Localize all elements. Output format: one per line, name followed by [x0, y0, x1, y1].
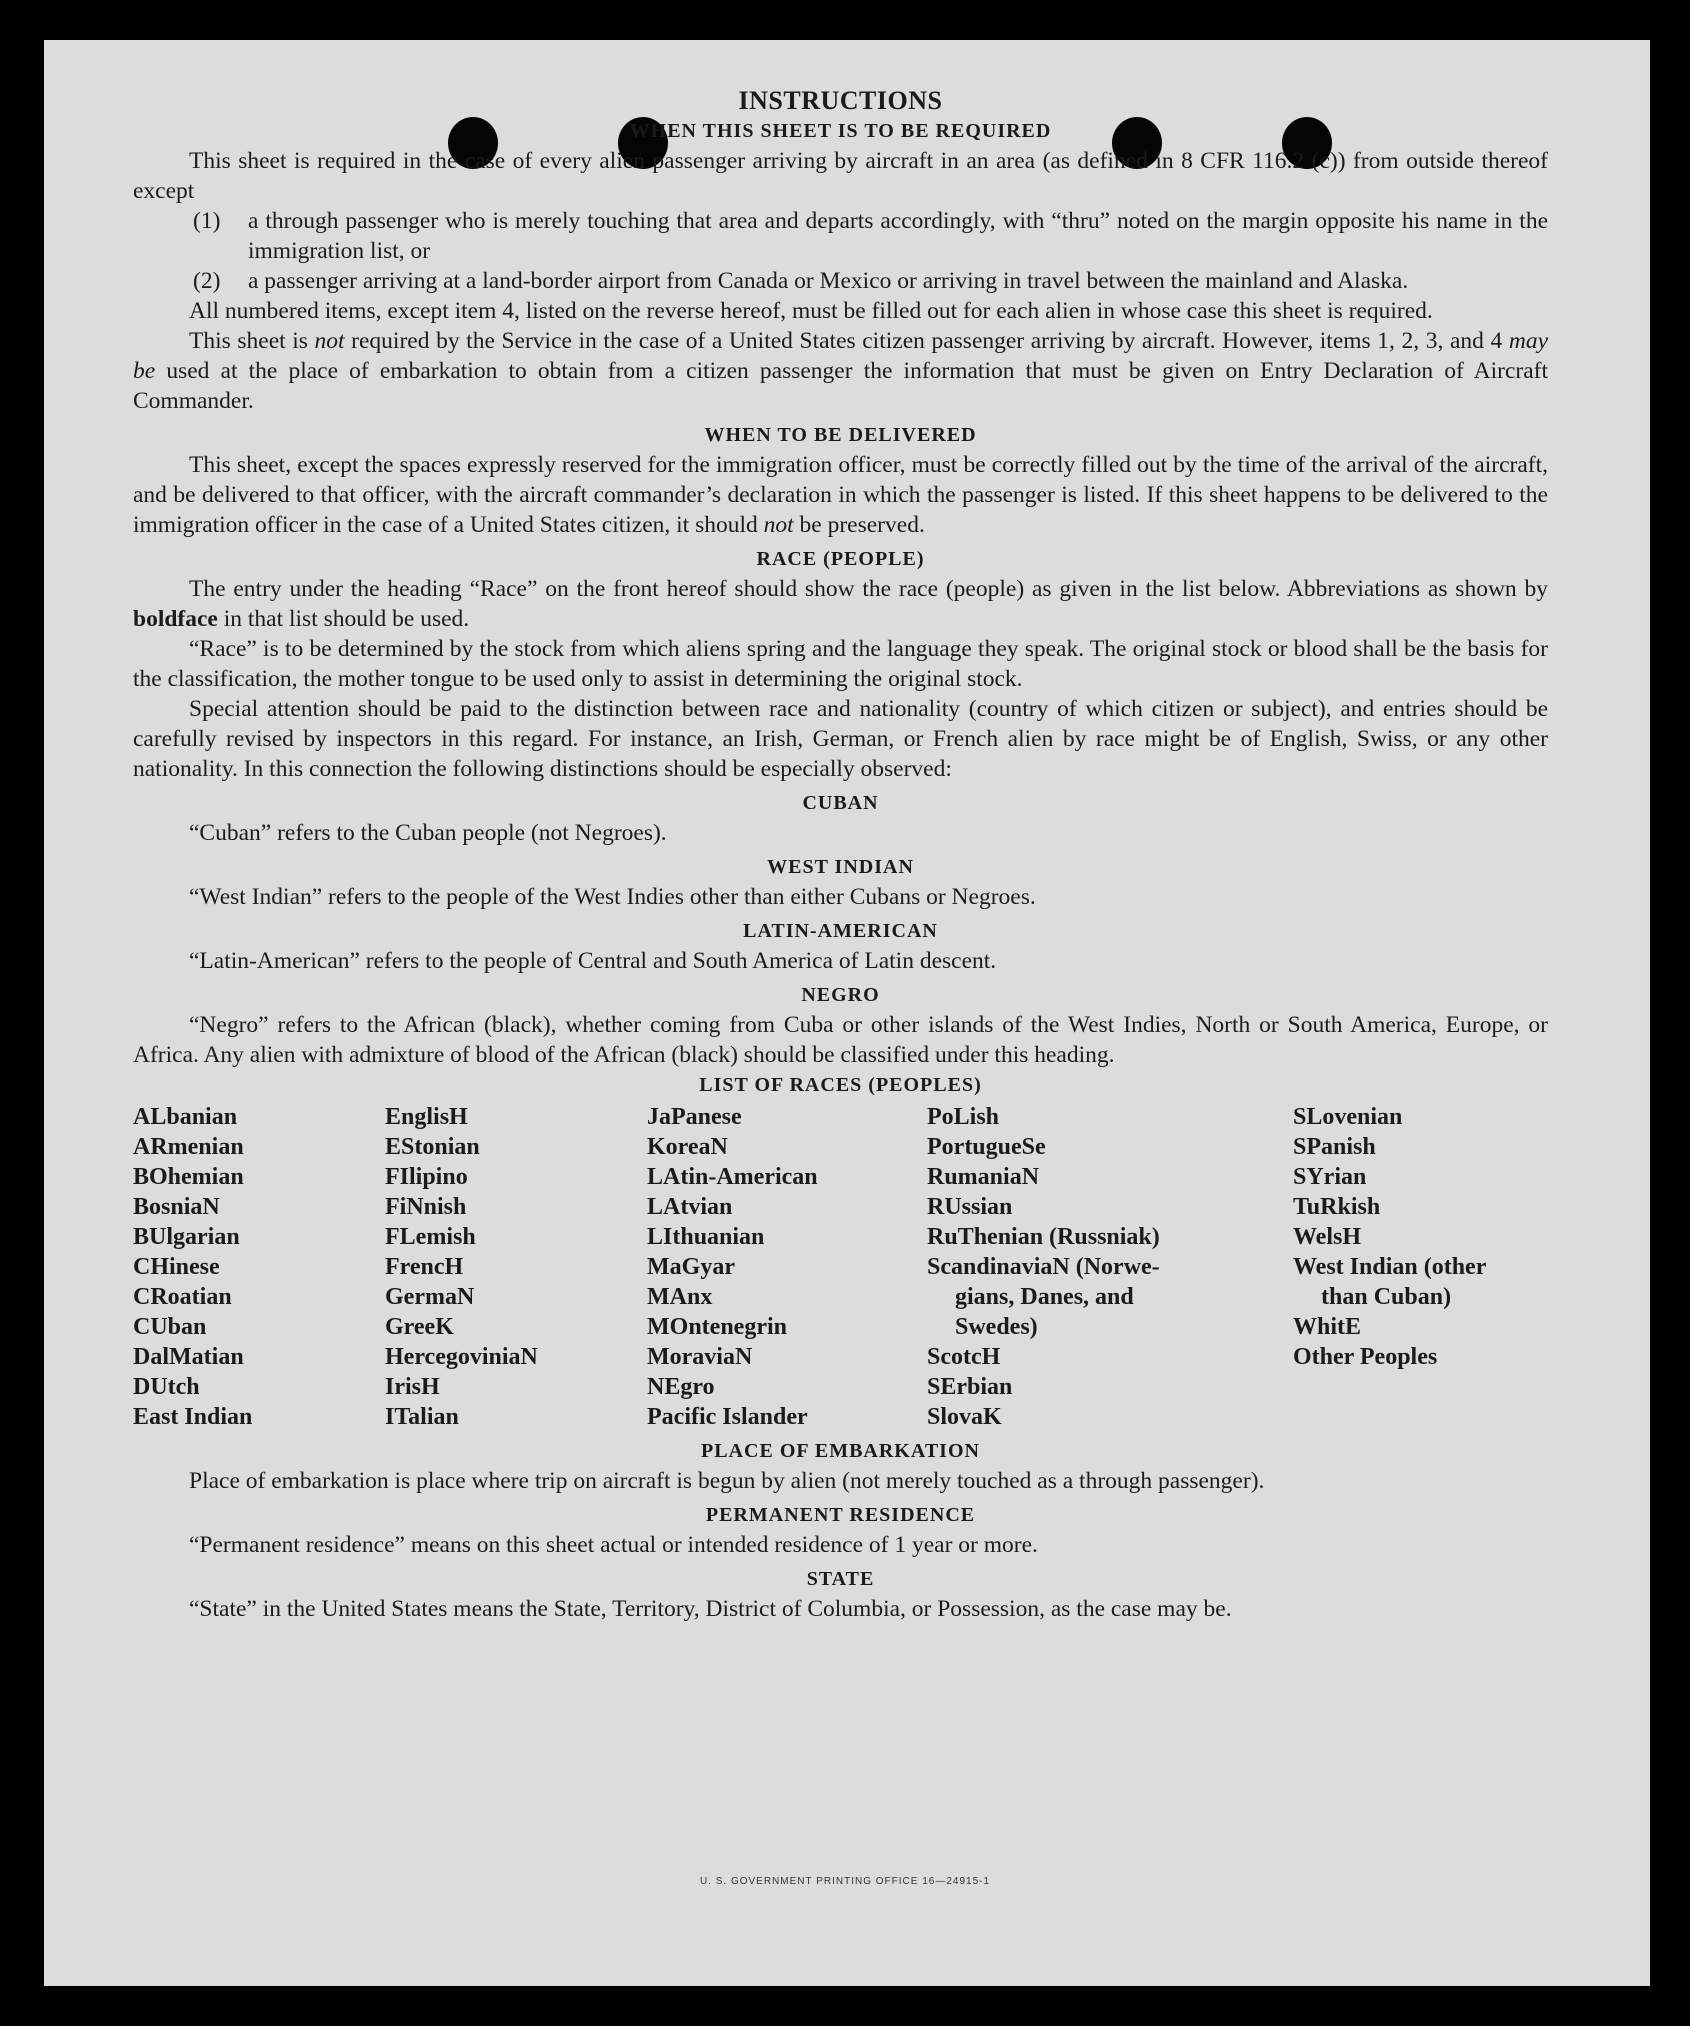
race-column-3 — [647, 1102, 818, 1432]
paragraph: “Latin-American” refers to the people of Central and South America of Latin descent. — [189, 948, 997, 974]
race-entry: EStonian — [385, 1134, 480, 1160]
race-entry: ITalian — [385, 1404, 459, 1430]
race-entry: East Indian — [133, 1404, 253, 1430]
race-entry: ARmenian — [133, 1134, 244, 1160]
race-entry: GermaN — [385, 1284, 475, 1310]
heading-state: STATE — [806, 1568, 875, 1590]
race-entry: LAtvian — [647, 1194, 733, 1220]
paragraph: Special attention should be paid to the distinction between race and nationality (country of which citizen or subject), and entries should be carefully revised by inspectors in this regard. For instance, an Irish, German, or French alien by race might be of English, Swiss, or any other nationality. In this connection the following distinctions should be especially observed: — [133, 696, 1548, 782]
text-run: This sheet, except the spaces expressly reserved for the immigration officer, must be correctly filled out by the time of the arrival of the aircraft, and be delivered to that officer, with the aircraft commander’s declaration in which the passenger is listed. If this sheet happens to be delivered to the immigration officer in the case of a United States citizen, it should — [133, 452, 1548, 538]
paragraph: This sheet is required in the case of every alien passenger arriving by aircraft in an area (as defined in 8 CFR 116.2 (c)) from outside thereof except — [133, 148, 1548, 204]
paragraph — [133, 574, 1548, 634]
race-entry: SErbian — [927, 1374, 1013, 1400]
race-column-2 — [385, 1102, 538, 1432]
paragraph: “Permanent residence” means on this sheet actual or intended residence of 1 year or more. — [189, 1532, 1038, 1558]
list-item — [193, 206, 1548, 266]
race-entry: LIthuanian — [647, 1224, 765, 1250]
race-entry: SLovenian — [1293, 1104, 1403, 1130]
paragraph: “State” in the United States means the State, Territory, District of Columbia, or Possession, as the case may be. — [189, 1596, 1232, 1622]
race-entry: WhitE — [1293, 1314, 1362, 1340]
text-run: required by the Service in the case of a United States citizen passenger arriving by aircraft. However, items 1, 2, 3, and 4 — [344, 328, 1509, 354]
race-column-1 — [133, 1102, 252, 1432]
paragraph: All numbered items, except item 4, listed on the reverse hereof, must be filled out for each alien in whose case this sheet is required. — [189, 298, 1433, 324]
instructions-content — [133, 84, 1548, 1624]
race-entry: BosniaN — [133, 1194, 220, 1220]
race-entry: SlovaK — [927, 1404, 1002, 1430]
text-run: in that list should be used. — [217, 606, 470, 632]
race-entry: RUssian — [927, 1194, 1013, 1220]
paragraph: “Cuban” refers to the Cuban people (not Negroes). — [189, 820, 667, 846]
race-column-5 — [1293, 1102, 1486, 1372]
paragraph — [133, 450, 1548, 540]
race-entry: DUtch — [133, 1374, 200, 1400]
italic-text: not — [314, 328, 345, 354]
page-title: INSTRUCTIONS — [738, 86, 943, 115]
race-entry: Swedes) — [955, 1314, 1038, 1340]
race-entry: ScotcH — [927, 1344, 1001, 1370]
item-number: (2) — [193, 268, 221, 294]
race-entry: KoreaN — [647, 1134, 728, 1160]
race-entry: PortugueSe — [927, 1134, 1046, 1160]
race-entry: SPanish — [1293, 1134, 1376, 1160]
text-run: This sheet is — [189, 328, 315, 354]
race-entry: GreeK — [385, 1314, 454, 1340]
race-entry: FLemish — [385, 1224, 476, 1250]
race-entry: HercegoviniaN — [385, 1344, 538, 1370]
heading-negro: NEGRO — [801, 984, 880, 1006]
race-entry: FiNnish — [385, 1194, 467, 1220]
race-entry: MoraviaN — [647, 1344, 753, 1370]
race-entry: CRoatian — [133, 1284, 232, 1310]
heading-embarkation: PLACE OF EMBARKATION — [701, 1440, 980, 1462]
race-entry: ScandinaviaN (Norwe- — [927, 1254, 1160, 1280]
race-entry: MaGyar — [647, 1254, 735, 1280]
heading-west-indian: WEST INDIAN — [767, 856, 914, 878]
race-entry: MAnx — [647, 1284, 713, 1310]
heading-when-delivered: WHEN TO BE DELIVERED — [704, 424, 977, 446]
paragraph: “Negro” refers to the African (black), whether coming from Cuba or other islands of the West Indies, North or South America, Europe, or Africa. Any alien with admixture of blood of the African (black) should be classified under this heading. — [133, 1012, 1548, 1068]
race-entry: RuThenian (Russniak) — [927, 1224, 1160, 1250]
paragraph: “West Indian” refers to the people of the West Indies other than either Cubans or Negroes. — [189, 884, 1036, 910]
italic-text: not — [763, 512, 794, 538]
text-run: used at the place of embarkation to obtain from a citizen passenger the information that must be given on Entry Declaration of Aircraft Commander. — [133, 358, 1548, 414]
race-entry: FIlipino — [385, 1164, 468, 1190]
bold-text: boldface — [133, 606, 218, 632]
item-number: (1) — [193, 208, 221, 234]
race-entry: Other Peoples — [1293, 1344, 1438, 1370]
heading-list-of-races: LIST OF RACES (PEOPLES) — [699, 1074, 982, 1096]
printer-imprint: U. S. GOVERNMENT PRINTING OFFICE 16—24915-1 — [699, 1876, 991, 1887]
text-run: be preserved. — [793, 512, 925, 538]
race-entry: SYrian — [1293, 1164, 1367, 1190]
heading-cuban: CUBAN — [802, 792, 879, 814]
text-run: The entry under the heading “Race” on the front hereof should show the race (people) as given in the list below. Abbreviations as shown by — [189, 576, 1548, 602]
race-entry: RumaniaN — [927, 1164, 1040, 1190]
paragraph: Place of embarkation is place where trip on aircraft is begun by alien (not merely touched as a through passenger). — [189, 1468, 1265, 1494]
heading-race: RACE (PEOPLE) — [756, 548, 925, 570]
heading-permanent-residence: PERMANENT RESIDENCE — [705, 1504, 976, 1526]
race-entry: PoLish — [927, 1104, 1000, 1130]
race-entry: IrisH — [385, 1374, 440, 1400]
italic-text: may be — [133, 328, 1548, 384]
race-entry: gians, Danes, and — [955, 1284, 1134, 1310]
race-entry: ALbanian — [133, 1104, 238, 1130]
race-entry: LAtin-American — [647, 1164, 818, 1190]
race-entry: than Cuban) — [1321, 1284, 1452, 1310]
paragraph — [133, 326, 1548, 416]
race-entry: EnglisH — [385, 1104, 468, 1130]
item-text: a passenger arriving at a land-border airport from Canada or Mexico or arriving in travel between the mainland and Alaska. — [248, 268, 1409, 294]
race-entry: BOhemian — [133, 1164, 244, 1190]
heading-when-required: WHEN THIS SHEET IS TO BE REQUIRED — [629, 120, 1052, 142]
race-entry: TuRkish — [1293, 1194, 1381, 1220]
race-entry: CUban — [133, 1314, 207, 1340]
race-entry: JaPanese — [647, 1104, 742, 1130]
race-column-4 — [927, 1102, 1160, 1432]
race-entry: DalMatian — [133, 1344, 244, 1370]
race-entry: West Indian (other — [1293, 1254, 1487, 1280]
race-entry: Pacific Islander — [647, 1404, 808, 1430]
list-item — [193, 266, 1548, 296]
race-list — [133, 1102, 1548, 1432]
race-entry: MOntenegrin — [647, 1314, 787, 1340]
race-entry: NEgro — [647, 1374, 715, 1400]
race-entry: WelsH — [1293, 1224, 1362, 1250]
paragraph: “Race” is to be determined by the stock from which aliens spring and the language they speak. The original stock or blood shall be the basis for the classification, the mother tongue to be used only to assist in determining the original stock. — [133, 636, 1548, 692]
item-text: a through passenger who is merely touching that area and departs accordingly, with “thru” noted on the margin opposite his name in the immigration list, or — [248, 208, 1548, 264]
race-entry: BUlgarian — [133, 1224, 240, 1250]
race-entry: CHinese — [133, 1254, 220, 1280]
race-entry: FrencH — [385, 1254, 464, 1280]
heading-latin-american: LATIN-AMERICAN — [743, 920, 938, 942]
